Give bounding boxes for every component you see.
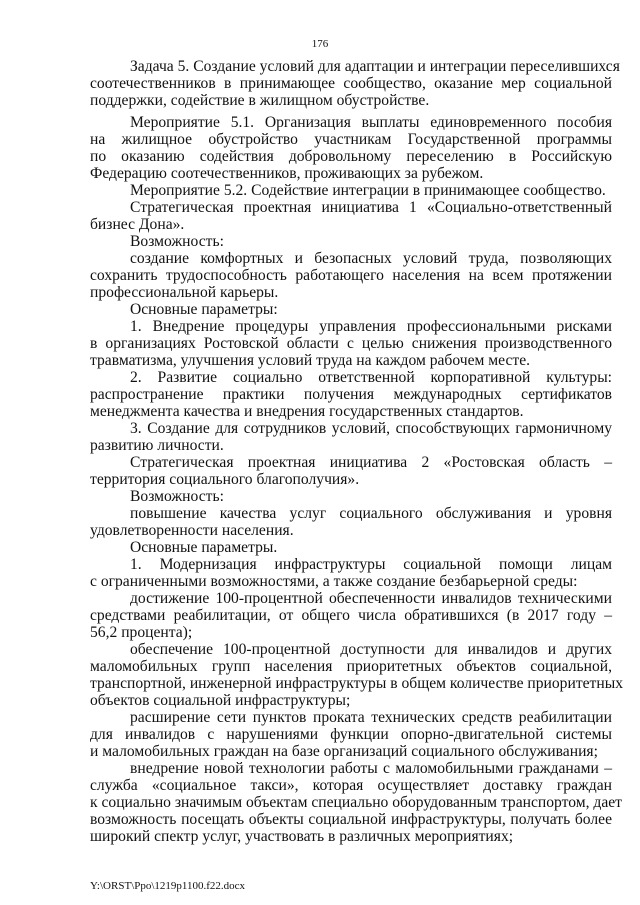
file-path-footer: Y:\ORST\Ppo\1219p1100.f22.docx: [90, 880, 246, 892]
text-line: объектов социальной инфраструктуры;: [90, 692, 351, 709]
text-line: сохранить трудоспособность работающего населения на всем протяжении: [90, 267, 612, 284]
text-line: и маломобильных граждан на базе организаций социального обслуживания;: [90, 743, 598, 760]
text-line: средствами реабилитации, от общего числа обратившихся (в 2017 году –: [90, 607, 612, 624]
text-line: 1. Модернизация инфраструктуры социальной помощи лицам: [130, 556, 612, 573]
text-line: Основные параметры.: [130, 539, 278, 556]
text-line: удовлетворенности населения.: [90, 522, 294, 539]
text-line: обеспечение 100-процентной доступности для инвалидов и других: [130, 641, 612, 658]
text-line: внедрение новой технологии работы с маломобильными гражданами –: [130, 760, 612, 777]
text-line: широкий спектр услуг, участвовать в различных мероприятиях;: [90, 828, 514, 845]
text-line: распространение практики получения международных сертификатов: [90, 386, 612, 403]
text-line: Задача 5. Создание условий для адаптации и интеграции переселившихся: [130, 58, 620, 75]
text-line: по оказанию содействия добровольному переселению в Российскую: [90, 148, 612, 165]
text-line: Основные параметры:: [130, 301, 278, 318]
text-line: 3. Создание для сотрудников условий, способствующих гармоничному: [130, 420, 612, 437]
text-line: Возможность:: [130, 488, 224, 505]
text-line: Федерацию соотечественников, проживающих за рубежом.: [90, 165, 484, 182]
text-line: для инвалидов с нарушениями функции опорно-двигательной системы: [90, 726, 612, 743]
text-line: с ограниченными возможностями, а также создание безбарьерной среды:: [90, 573, 578, 590]
text-line: к социально значимым объектам специально оборудованным транспортом, дает: [90, 794, 622, 811]
text-line: профессиональной карьеры.: [90, 284, 279, 301]
text-line: возможность посещать объекты социальной инфраструктуры, получать более: [90, 811, 612, 828]
text-line: 56,2 процента);: [90, 624, 193, 641]
text-line: служба «социальное такси», которая осуществляет доставку граждан: [90, 777, 612, 794]
text-line: в организациях Ростовской области с целью снижения производственного: [90, 335, 612, 352]
text-line: на жилищное обустройство участникам Государственной программы: [90, 131, 612, 148]
text-line: достижение 100-процентной обеспеченности инвалидов техническими: [130, 590, 612, 607]
text-line: повышение качества услуг социального обслуживания и уровня: [130, 505, 612, 522]
text-line: Стратегическая проектная инициатива 2 «Ростовская область –: [130, 454, 612, 471]
text-line: Возможность:: [130, 233, 224, 250]
text-line: травматизма, улучшения условий труда на каждом рабочем месте.: [90, 352, 531, 369]
text-line: развитию личности.: [90, 437, 224, 454]
text-line: Мероприятие 5.1. Организация выплаты единовременного пособия: [130, 114, 612, 131]
text-line: соотечественников в принимающее сообщество, оказание мер социальной: [90, 75, 612, 92]
text-line: Мероприятие 5.2. Содействие интеграции в принимающее сообщество.: [130, 182, 606, 199]
text-line: поддержки, содействие в жилищном обустройстве.: [90, 92, 430, 109]
page-number: 176: [311, 38, 329, 50]
text-line: создание комфортных и безопасных условий труда, позволяющих: [130, 250, 612, 267]
text-line: менеджмента качества и внедрения государственных стандартов.: [90, 403, 524, 420]
text-line: маломобильных групп населения приоритетных объектов социальной,: [90, 658, 612, 675]
text-line: 2. Развитие социально ответственной корпоративной культуры:: [130, 369, 612, 386]
text-line: бизнес Дона».: [90, 216, 185, 233]
text-line: расширение сети пунктов проката технических средств реабилитации: [130, 709, 612, 726]
text-line: 1. Внедрение процедуры управления профессиональными рисками: [130, 318, 612, 335]
text-line: Стратегическая проектная инициатива 1 «Социально-ответственный: [130, 199, 612, 216]
text-line: территория социального благополучия».: [90, 471, 360, 488]
text-line: транспортной, инженерной инфраструктуры в общем количестве приоритетных: [90, 675, 623, 692]
